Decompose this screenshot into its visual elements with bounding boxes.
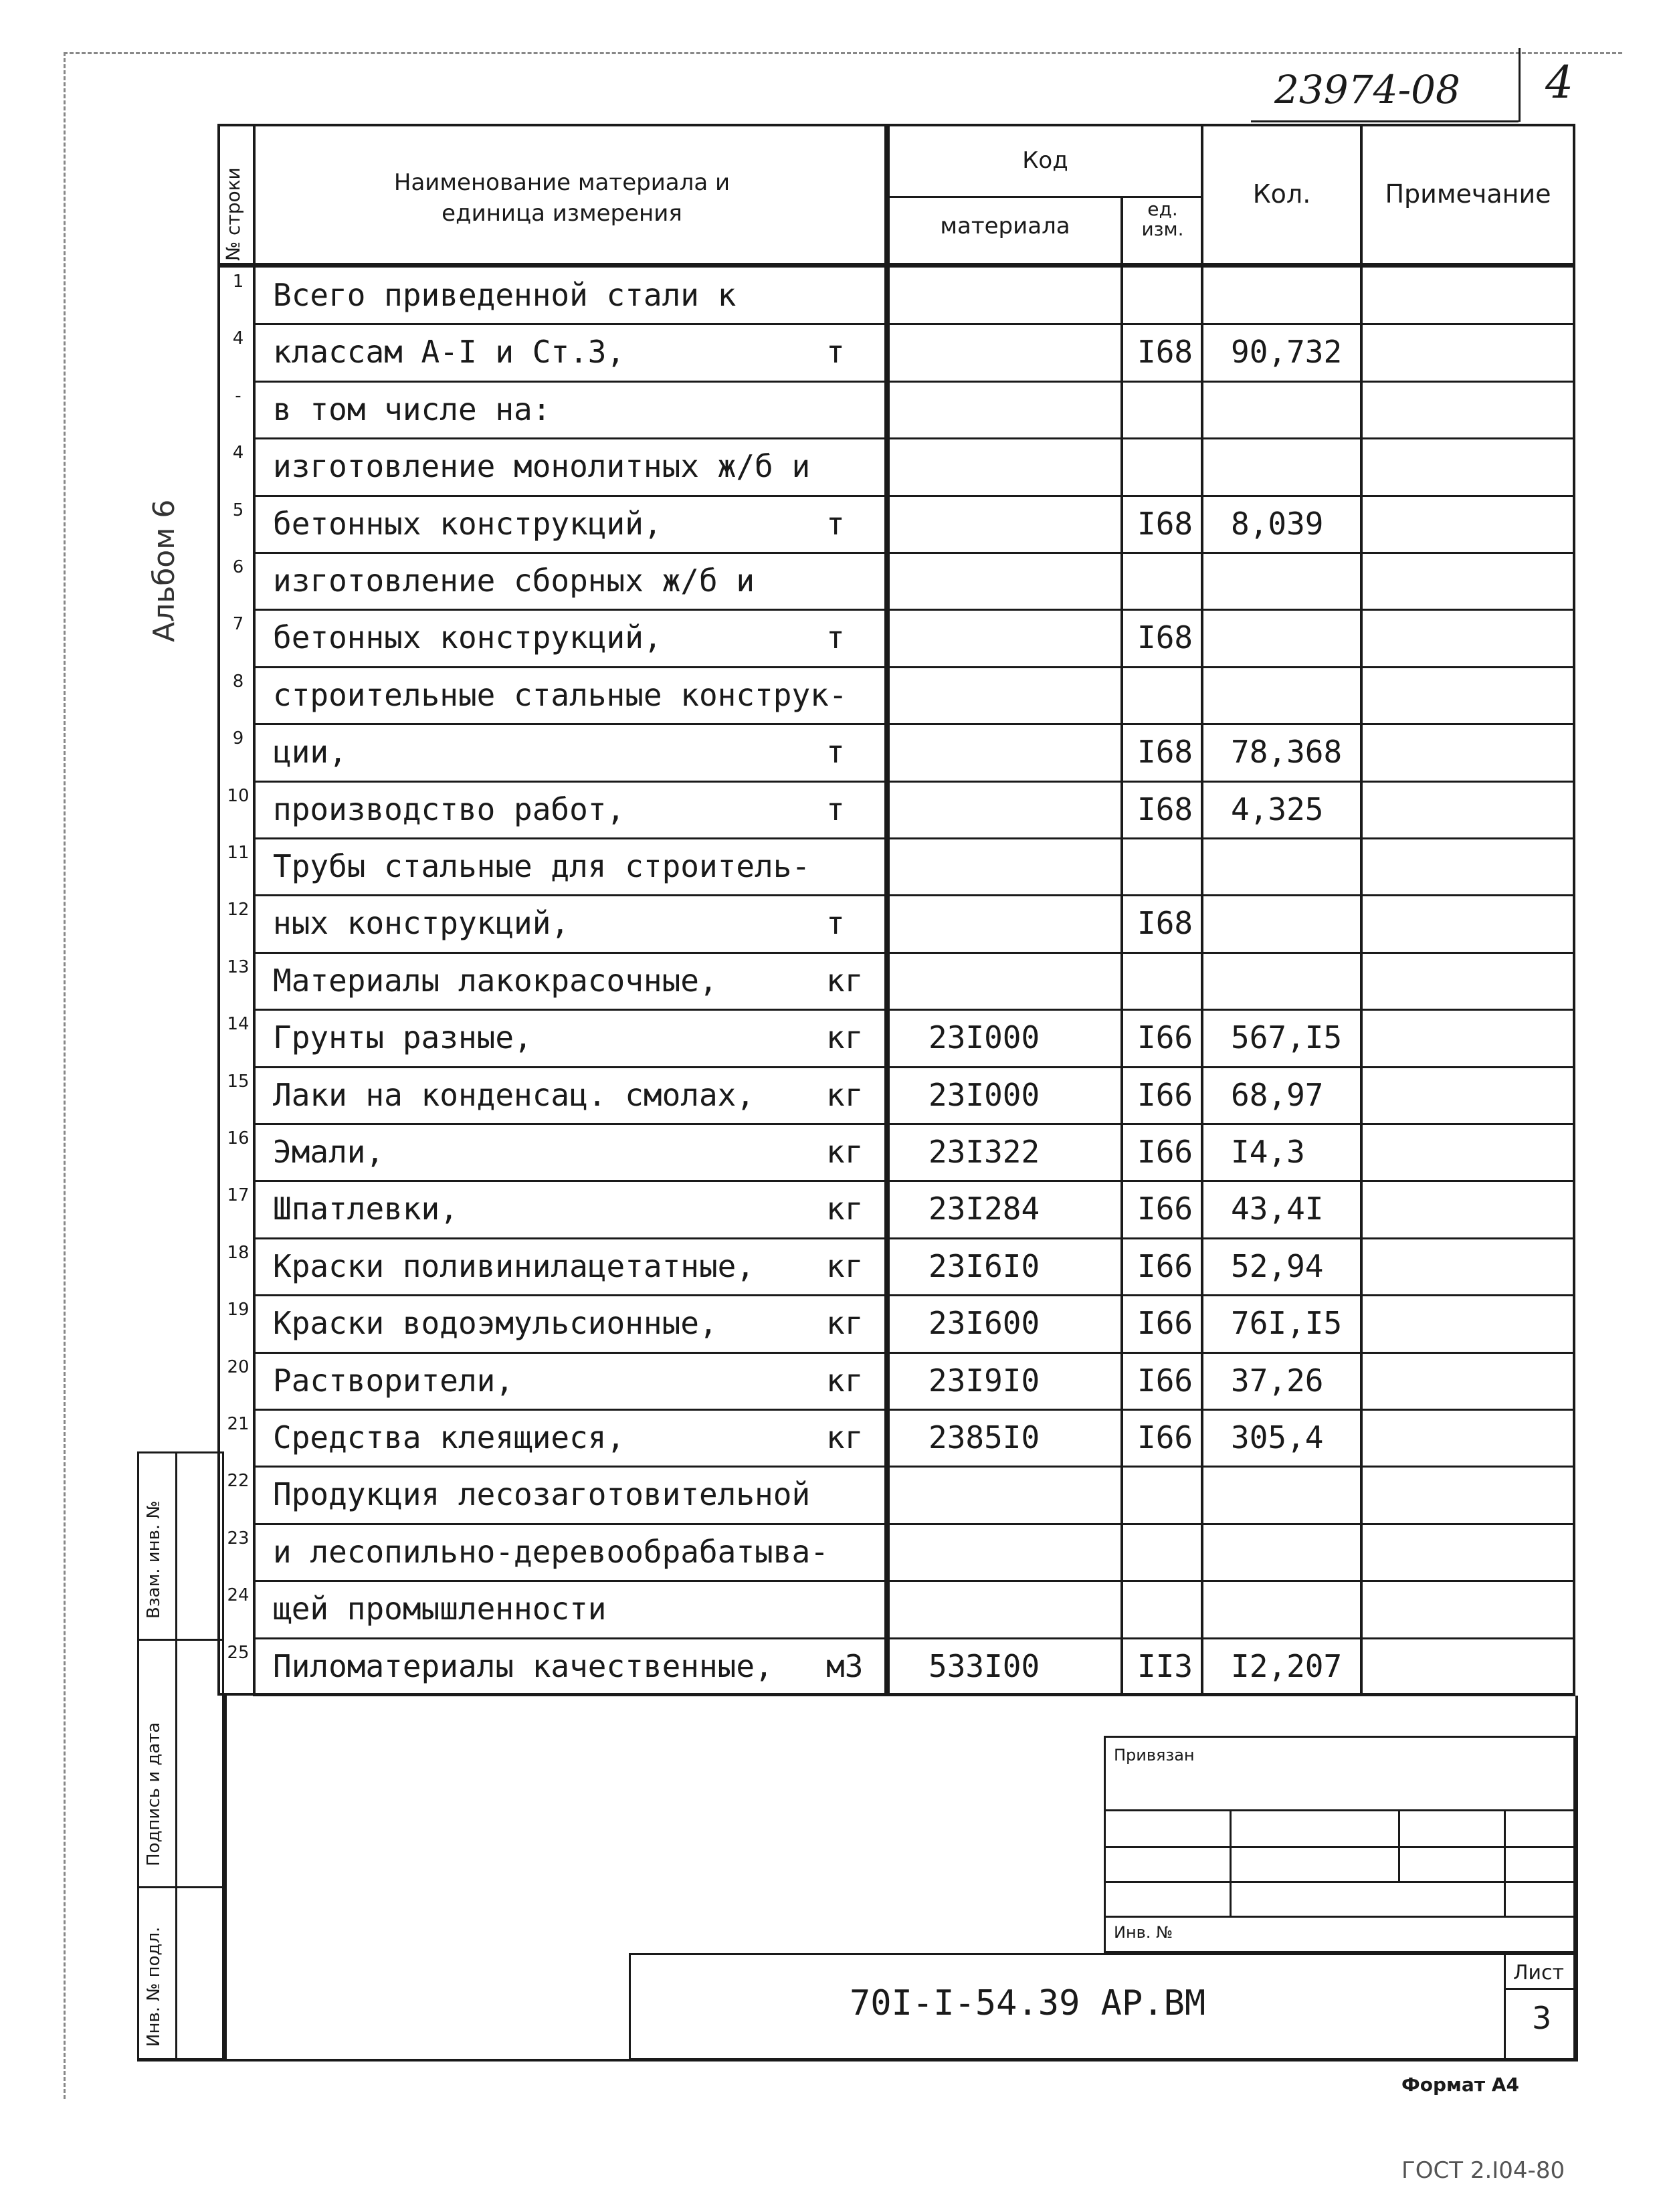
table-row-line [253, 381, 1575, 383]
table-row-line [253, 323, 1575, 325]
table-row-line [253, 437, 1575, 439]
row-number: 4 [232, 328, 244, 349]
sheet-frame-right [1575, 1696, 1578, 2060]
row-unit-code: I66 [1137, 1134, 1193, 1170]
row-material-code: 23I9I0 [929, 1362, 1040, 1399]
row-quantity: 90,732 [1231, 334, 1343, 371]
table-row-line [253, 952, 1575, 954]
table-row-line [253, 1294, 1575, 1296]
row-number: 20 [227, 1356, 250, 1377]
row-material-name: и лесопильно-деревообрабатыва- [273, 1533, 829, 1570]
row-material-code: 23I322 [929, 1134, 1040, 1170]
row-material-name: производство работ, [273, 791, 625, 827]
row-unit: кг [826, 1305, 864, 1342]
stamp-sheet-label-line [1504, 1988, 1575, 1990]
row-material-name: Средства клеящиеся, [273, 1419, 625, 1455]
row-unit: кг [826, 1134, 864, 1170]
row-unit: т [826, 734, 845, 771]
row-material-code: 23I000 [929, 1019, 1040, 1056]
row-material-name: Эмали, [273, 1134, 385, 1170]
row-unit: кг [826, 1247, 864, 1284]
row-number: - [235, 385, 241, 406]
row-unit-code: I66 [1137, 1076, 1193, 1113]
table-row-line [253, 1637, 1575, 1639]
row-quantity: 76I,I5 [1231, 1305, 1343, 1342]
row-material-name: Всего приведенной стали к [273, 277, 737, 313]
row-unit-code: I66 [1137, 1191, 1193, 1227]
row-quantity: 4,325 [1231, 791, 1324, 827]
row-quantity: 37,26 [1231, 1362, 1324, 1399]
stamp-designation: 70I-I-54.39 АР.ВМ [850, 1983, 1206, 2023]
row-number: 5 [232, 500, 244, 520]
row-unit: кг [826, 1362, 864, 1399]
stamp-sheet-label: Лист [1513, 1961, 1565, 1985]
row-material-name: Продукция лесозаготовительной [273, 1476, 811, 1513]
row-quantity: 43,4I [1231, 1191, 1324, 1227]
header-code-material: материала [940, 213, 1070, 239]
table-row-line [253, 552, 1575, 554]
row-number: 18 [227, 1242, 250, 1263]
row-material-name: ных конструкций, [273, 905, 570, 942]
row-number: 13 [227, 957, 250, 977]
header-name: Наименование материала и единица измерения [393, 169, 730, 227]
sheet-frame-left [224, 1696, 227, 2060]
row-material-name: изготовление монолитных ж/б и [273, 448, 811, 485]
doc-number-underline [1251, 120, 1519, 122]
row-unit-code: I68 [1137, 791, 1193, 827]
table-row-line [253, 1466, 1575, 1468]
header-code-unit: ед. изм. [1141, 198, 1184, 240]
row-number: 4 [232, 443, 244, 464]
row-quantity: 78,368 [1231, 734, 1343, 771]
table-row-line [253, 1523, 1575, 1525]
row-material-name: Шпатлевки, [273, 1191, 458, 1227]
row-number: 10 [227, 785, 250, 806]
row-unit-code: I66 [1137, 1305, 1193, 1342]
row-material-name: классам А-I и Ст.3, [273, 334, 625, 371]
header-bottom-line [217, 263, 1575, 268]
row-quantity: 8,039 [1231, 505, 1324, 542]
header-qty: Кол. [1252, 179, 1311, 209]
row-material-code: 23I6I0 [929, 1247, 1040, 1284]
row-number: 14 [227, 1014, 250, 1035]
row-material-name: Краски поливинилацетатные, [273, 1247, 755, 1284]
col-line-eu [1201, 124, 1203, 1696]
row-unit-code: I66 [1137, 1362, 1193, 1399]
row-material-name: Материалы лакокрасочные, [273, 962, 718, 999]
album-label: Альбом 6 [147, 499, 181, 642]
row-material-name: Краски водоэмульсионные, [273, 1305, 718, 1342]
table-row-line [253, 609, 1575, 611]
col-line-qty [1360, 124, 1363, 1696]
table-row-line [253, 1123, 1575, 1125]
row-material-name: Растворители, [273, 1362, 514, 1399]
row-number: 19 [227, 1300, 250, 1320]
row-material-name: изготовление сборных ж/б и [273, 563, 755, 599]
document-number: 23974-08 [1274, 67, 1460, 112]
row-quantity: 52,94 [1231, 1247, 1324, 1284]
row-unit-code: I68 [1137, 619, 1193, 656]
row-quantity: 68,97 [1231, 1076, 1324, 1113]
row-material-name: в том числе на: [273, 391, 551, 427]
cut-frame-left [64, 52, 66, 2099]
row-number: 23 [227, 1528, 250, 1548]
row-unit-code: I68 [1137, 505, 1193, 542]
row-unit-code: I68 [1137, 334, 1193, 371]
row-number: 17 [227, 1185, 250, 1206]
col-line-rownum [253, 124, 256, 1696]
table-row-line [253, 666, 1575, 668]
row-unit-code: I68 [1137, 734, 1193, 771]
row-unit: кг [826, 1419, 864, 1455]
row-material-code: 23I284 [929, 1191, 1040, 1227]
table-row-line [253, 1580, 1575, 1582]
row-quantity: I4,3 [1231, 1134, 1305, 1170]
row-number: 7 [232, 614, 244, 635]
row-number: 16 [227, 1128, 250, 1148]
row-unit: кг [826, 962, 864, 999]
row-unit: м3 [826, 1647, 864, 1684]
gost-label: ГОСТ 2.I04-80 [1401, 2157, 1565, 2184]
row-unit-code: II3 [1137, 1647, 1193, 1684]
row-number: 15 [227, 1071, 250, 1092]
table-row-line [253, 495, 1575, 497]
row-number: 11 [227, 843, 250, 863]
row-material-name: строительные стальные конструк- [273, 676, 848, 713]
table-row-line [253, 1066, 1575, 1068]
row-material-name: бетонных конструкций, [273, 505, 662, 542]
row-unit: кг [826, 1076, 864, 1113]
table-row-line [253, 1352, 1575, 1354]
stamp-v3 [1504, 1809, 1506, 1916]
cut-frame-top [64, 52, 1622, 54]
table-row-line [253, 1409, 1575, 1411]
stamp-privyazan-label: Привязан [1114, 1746, 1195, 1765]
row-material-code: 533I00 [929, 1647, 1040, 1684]
stamp-v2 [1398, 1809, 1400, 1883]
row-material-name: Пиломатериалы качественные, [273, 1647, 773, 1684]
table-row-line [253, 1180, 1575, 1182]
stamp-sheet-divider [1504, 1953, 1506, 2060]
row-number: 12 [227, 900, 250, 920]
row-unit: т [826, 619, 845, 656]
side-stamp-sign-date: Подпись и дата [144, 1722, 164, 1866]
row-number: 1 [232, 272, 244, 292]
col-line-code [1120, 197, 1123, 1696]
side-stamp-inv-podl: Инв. № подл. [144, 1926, 164, 2047]
row-material-name: щей промышленности [273, 1591, 607, 1627]
row-number: 24 [227, 1585, 250, 1606]
table-row-line [253, 894, 1575, 896]
row-material-name: Трубы стальные для строитель- [273, 848, 811, 884]
col-line-name [884, 124, 890, 1696]
row-unit: кг [826, 1019, 864, 1056]
row-material-name: Лаки на конденсац. смолах, [273, 1076, 755, 1113]
row-material-name: Грунты разные, [273, 1019, 532, 1056]
row-material-code: 2385I0 [929, 1419, 1040, 1455]
side-stamp-divider [175, 1451, 177, 2060]
row-quantity: I2,207 [1231, 1647, 1343, 1684]
row-unit-code: I66 [1137, 1019, 1193, 1056]
row-material-name: бетонных конструкций, [273, 619, 662, 656]
row-unit-code: I66 [1137, 1247, 1193, 1284]
row-number: 22 [227, 1471, 250, 1492]
table-row-line [253, 1237, 1575, 1239]
row-material-code: 23I600 [929, 1305, 1040, 1342]
header-note: Примечание [1385, 179, 1551, 209]
table-row-line [253, 723, 1575, 725]
row-unit: т [826, 905, 845, 942]
row-unit: т [826, 505, 845, 542]
side-stamp-row2 [137, 1886, 224, 1888]
table-row-line [253, 781, 1575, 783]
row-number: 21 [227, 1414, 250, 1434]
stamp-sheet-number: 3 [1532, 2000, 1552, 2036]
table-row-line [253, 1694, 1575, 1696]
table-row-line [253, 837, 1575, 839]
row-quantity: 305,4 [1231, 1419, 1324, 1455]
row-number: 9 [232, 728, 244, 749]
row-unit: т [826, 791, 845, 827]
row-unit-code: I68 [1137, 905, 1193, 942]
row-number: 6 [232, 557, 244, 577]
row-quantity: 567,I5 [1231, 1019, 1343, 1056]
side-stamp-inv-orig: Взам. инв. № [144, 1500, 164, 1619]
row-unit: кг [826, 1191, 864, 1227]
format-label: Формат А4 [1401, 2074, 1519, 2096]
side-stamp-row1 [137, 1639, 224, 1641]
table-row-line [253, 1009, 1575, 1011]
row-material-name: ции, [273, 734, 347, 771]
header-code: Код [1022, 147, 1068, 174]
stamp-inv-no: Инв. № [1114, 1923, 1173, 1942]
row-number: 25 [227, 1642, 250, 1663]
sheet-corner-number: 4 [1545, 57, 1573, 108]
row-unit-code: I66 [1137, 1419, 1193, 1455]
row-material-code: 23I000 [929, 1076, 1040, 1113]
row-number: 8 [232, 671, 244, 692]
stamp-v1 [1230, 1809, 1232, 1916]
row-unit: т [826, 334, 845, 371]
header-row-number: № строки [222, 167, 244, 261]
